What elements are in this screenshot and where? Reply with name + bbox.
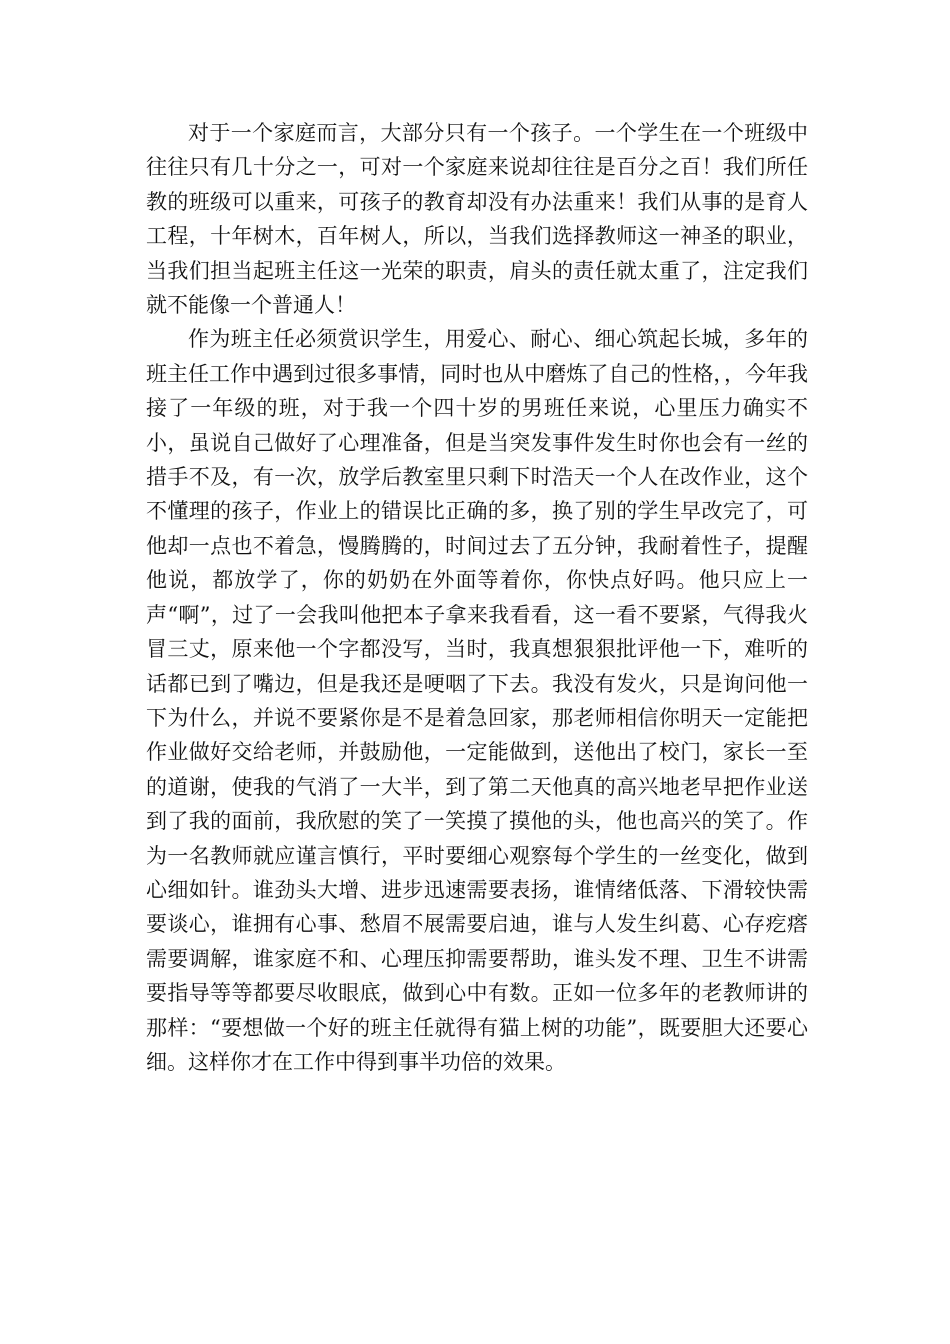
- paragraph-2: 作为班主任必须赏识学生，用爱心、耐心、细心筑起长城，多年的班主任工作中遇到过很多事情，同时也从中磨炼了自己的性格，，今年我接了一年级的班，对于我一个四十岁的男班任来说，心里压力确实不小，虽说自己做好了心理准备，但是当突发事件发生时你也会有一丝的措手不及，有一次，放学后教室里只剩下时浩天一个人在改作业，这个不懂理的孩子，作业上的错误比正确的多，换了别的学生早改完了，可他却一点也不着急，慢腾腾的，时间过去了五分钟，我耐着性子，提醒他说，都放学了，你的奶奶在外面等着你，你快点好吗。他只应上一声“啊”，过了一会我叫他把本子拿来我看看，这一看不要紧，气得我火冒三丈，原来他一个字都没写，当时，我真想狠狠批评他一下，难听的话都已到了嘴边，但是我还是哽咽了下去。我没有发火，只是询问他一下为什么，并说不要紧你是不是着急回家，那老师相信你明天一定能把作业做好交给老师，并鼓励他，一定能做到，送他出了校门，家长一至的道谢，使我的气消了一大半，到了第二天他真的高兴地老早把作业送到了我的面前，我欣慰的笑了一笑摸了摸他的头，他也高兴的笑了。作为一名教师就应谨言慎行，平时要细心观察每个学生的一丝变化，做到心细如针。谁劲头大增、进步迅速需要表扬，谁情绪低落、下滑较快需要谈心，谁拥有心事、愁眉不展需要启迪，谁与人发生纠葛、心存疙瘩需要调解，谁家庭不和、心理压抑需要帮助，谁头发不理、卫生不讲需要指导等等都要尽收眼底，做到心中有数。正如一位多年的老教师讲的那样：“要想做一个好的班主任就得有猫上树的功能”，既要胆大还要心细。这样你才在工作中得到事半功倍的效果。: [146, 327, 808, 1074]
- document-body: [146, 116, 808, 1079]
- paragraph-1: 对于一个家庭而言，大部分只有一个孩子。一个学生在一个班级中往往只有几十分之一，可对一个家庭来说却往往是百分之百！我们所任教的班级可以重来，可孩子的教育却没有办法重来！我们从事的是育人工程，十年树木，百年树人，所以，当我们选择教师这一神圣的职业，当我们担当起班主任这一光荣的职责，肩头的责任就太重了，注定我们就不能像一个普通人！: [146, 121, 808, 318]
